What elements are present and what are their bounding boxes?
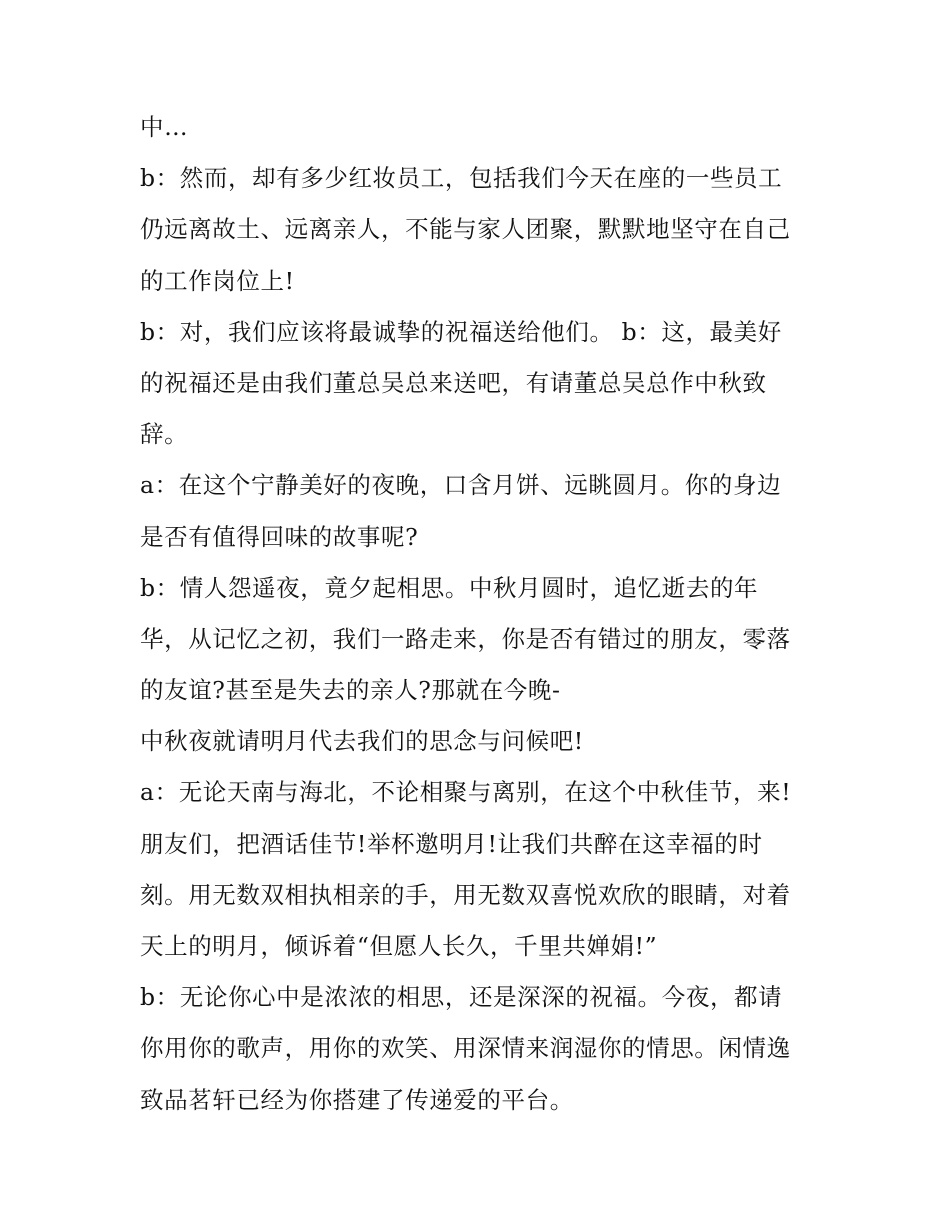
text-line: b：然而，却有多少红妆员工，包括我们今天在座的一些员工: [140, 164, 783, 193]
text-line: 刻。用无数双相执相亲的手，用无数双喜悦欢欣的眼睛，对着: [140, 880, 791, 909]
text-line: 的祝福还是由我们董总吴总来送吧，有请董总吴总作中秋致: [140, 368, 767, 397]
text-line: 辞。: [140, 420, 189, 449]
text-line: a：无论天南与海北，不论相聚与离别，在这个中秋佳节，来!: [140, 778, 792, 807]
text-line: 是否有值得回味的故事呢?: [140, 522, 419, 551]
text-line: 中…: [140, 113, 189, 141]
text-line: b：情人怨遥夜，竟夕起相思。中秋月圆时，追忆逝去的年: [140, 573, 759, 602]
text-line: 仍远离故土、远离亲人，不能与家人团聚，默默地坚守在自己: [140, 215, 791, 244]
text-line: 朋友们，把酒话佳节!举杯邀明月!让我们共醉在这幸福的时: [140, 829, 763, 858]
text-line: 致品茗轩已经为你搭建了传递爱的平台。: [140, 1085, 574, 1114]
text-line: 华，从记忆之初，我们一路走来，你是否有错过的朋友，零落: [140, 624, 791, 653]
text-line: 的工作岗位上!: [140, 266, 295, 295]
text-line: 天上的明月，倾诉着“但愿人长久，千里共婵娟!”: [140, 932, 658, 960]
text-line: b：无论你心中是浓浓的相思，还是深深的祝福。今夜，都请: [140, 983, 783, 1012]
text-line: 你用你的歌声，用你的欢笑、用深情来润湿你的情思。闲情逸: [140, 1034, 791, 1063]
text-line: 中秋夜就请明月代去我们的思念与问候吧!: [140, 727, 584, 756]
body-text: [140, 102, 820, 1126]
text-line: b：对，我们应该将最诚挚的祝福送给他们。 b：这，最美好: [140, 317, 782, 346]
text-line: 的友谊?甚至是失去的亲人?那就在今晚-: [140, 676, 561, 705]
text-line: a：在这个宁静美好的夜晚，口含月饼、远眺圆月。你的身边: [140, 471, 782, 500]
